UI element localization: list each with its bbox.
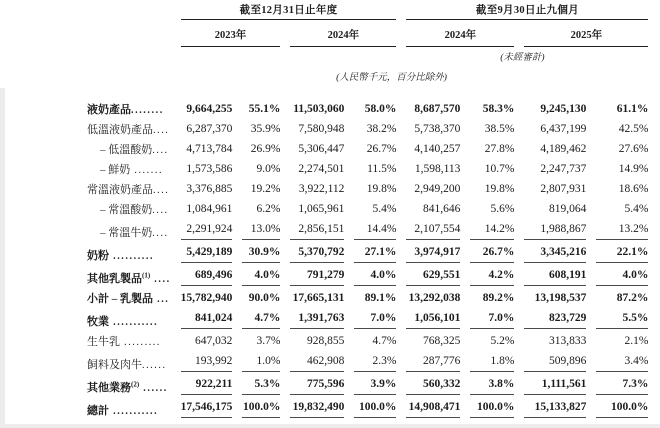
row-label-text: – 常溫酸奶 (100, 204, 153, 216)
row-label-text: 總計 (87, 405, 109, 417)
percent-cell: 14.2% (460, 217, 514, 240)
row-label-text: 常溫液奶產品 (87, 184, 153, 196)
dot-leader: .... (152, 228, 169, 239)
year-header-row (87, 20, 648, 47)
amount-cell: 608,191 (514, 263, 586, 286)
percent-cell: 4.7% (372, 335, 397, 347)
percent-cell: 5.6% (490, 203, 515, 215)
percent-cell: 14.9% (618, 163, 649, 175)
amount-cell: 2,107,554 (396, 217, 460, 240)
percent-cell: 4.2% (460, 263, 514, 286)
table-row (87, 117, 648, 137)
row-label-text: 低溫液奶產品 (87, 124, 153, 136)
amount-cell: 629,551 (396, 263, 460, 286)
amount-cell: 9,664,255 (186, 103, 233, 115)
percent-cell: 3.4% (586, 349, 648, 372)
screen-left-edge-artifact (0, 88, 5, 428)
dot-leader: .... (150, 274, 171, 285)
table-row (87, 240, 648, 263)
row-label (87, 97, 171, 117)
percent-cell: 3.9% (344, 372, 396, 395)
amount-cell: 7,580,948 (298, 123, 345, 135)
period-group-row (87, 2, 648, 20)
units-note: (人民幣千元，百分比除外) (336, 73, 447, 83)
dot-leader: .... (153, 125, 170, 136)
amount-cell: 928,855 (307, 335, 345, 347)
amount-cell: 4,189,462 (540, 143, 587, 155)
amount-cell: 1,084,961 (186, 203, 233, 215)
percent-cell: 4.0% (232, 263, 280, 286)
footnote-marker: (1) (142, 271, 151, 280)
percent-cell: 4.7% (232, 306, 280, 329)
unaudited-note: (未經審計) (500, 52, 545, 63)
percent-cell: 26.7% (366, 143, 397, 155)
row-label (87, 286, 171, 306)
dot-leader: ........ (131, 105, 164, 116)
percent-cell: 26.9% (250, 143, 281, 155)
amount-cell: 4,140,257 (414, 143, 461, 155)
percent-cell: 26.7% (460, 240, 514, 263)
row-label (87, 117, 171, 137)
percent-cell: 18.6% (618, 183, 649, 195)
screen-bottom-edge-artifact (0, 424, 660, 428)
year-cell-2023 (171, 20, 281, 47)
dot-leader: ........... (109, 317, 159, 328)
percent-cell: 61.1% (616, 103, 649, 115)
amount-cell: 13,292,038 (408, 292, 461, 304)
table-row (87, 197, 648, 217)
period-group-label-fy: 截至12月31日止年度 (181, 2, 397, 20)
percent-cell: 9.0% (256, 163, 281, 175)
percent-cell: 58.0% (364, 103, 397, 115)
amount-cell: 11,503,060 (293, 103, 345, 115)
amount-cell: 819,064 (549, 203, 587, 215)
row-label-text: 液奶產品 (87, 104, 131, 116)
amount-cell: 3,376,885 (186, 183, 233, 195)
percent-cell: 7.3% (586, 372, 648, 395)
period-group-label-9m: 截至9月30日止九個月 (406, 2, 648, 20)
amount-cell: 1,111,561 (514, 372, 586, 395)
year-cell-2024fy (280, 20, 396, 47)
year-cell-2025-9m (514, 20, 648, 47)
table-row (87, 286, 648, 306)
row-label-text: 其他乳製品 (87, 273, 142, 285)
amount-cell: 8,687,570 (414, 103, 461, 115)
period-group-cell-9m (396, 2, 648, 20)
percent-cell: 11.5% (367, 163, 397, 175)
amount-cell: 1,573,586 (186, 163, 233, 175)
percent-cell: 42.5% (618, 123, 649, 135)
row-label-text: 其他業務 (87, 382, 131, 394)
row-label (87, 137, 171, 157)
amount-cell: 768,325 (423, 335, 461, 347)
amount-cell: 14,908,471 (396, 395, 460, 418)
amount-cell: 509,896 (514, 349, 586, 372)
table-row (87, 306, 648, 329)
spacer-cell (87, 64, 171, 88)
spacer-cell (87, 47, 396, 64)
percent-cell: 38.2% (366, 123, 397, 135)
dot-leader: .......... (109, 251, 155, 262)
table-row (87, 137, 648, 157)
percent-cell: 35.9% (250, 123, 281, 135)
amount-cell: 2,247,737 (540, 163, 587, 175)
percent-cell: 3.7% (256, 335, 281, 347)
percent-cell: 3.8% (460, 372, 514, 395)
percent-cell: 30.9% (232, 240, 280, 263)
amount-cell: 1,988,867 (514, 217, 586, 240)
percent-cell: 1.8% (460, 349, 514, 372)
percent-cell: 10.7% (484, 163, 515, 175)
amount-cell: 2,291,924 (171, 217, 233, 240)
percent-cell: 87.2% (616, 292, 649, 304)
percent-cell: 19.2% (250, 183, 281, 195)
table-row (87, 97, 648, 117)
row-label (87, 263, 171, 286)
row-label (87, 177, 171, 197)
dot-leader: ...... (139, 383, 168, 394)
row-label-text: 牧業 (87, 316, 109, 328)
percent-cell: 1.0% (232, 349, 280, 372)
dot-leader: .... (152, 205, 169, 216)
amount-cell: 1,056,101 (396, 306, 460, 329)
row-label (87, 372, 171, 395)
amount-cell: 922,211 (171, 372, 233, 395)
amount-cell: 13,198,537 (534, 292, 587, 304)
table-row (87, 177, 648, 197)
percent-cell: 89.2% (482, 292, 515, 304)
table-row (87, 395, 648, 418)
amount-cell: 5,429,189 (171, 240, 233, 263)
percent-cell: 14.4% (344, 217, 396, 240)
amount-cell: 841,646 (423, 203, 461, 215)
amount-cell: 287,776 (396, 349, 460, 372)
percent-cell: 27.1% (344, 240, 396, 263)
row-label (87, 217, 171, 240)
dot-leader: ...... (142, 360, 167, 371)
amount-cell: 9,245,130 (540, 103, 587, 115)
row-label (87, 329, 171, 349)
percent-cell: 7.0% (460, 306, 514, 329)
table-row (87, 157, 648, 177)
amount-cell: 3,345,216 (514, 240, 586, 263)
amount-cell: 4,713,784 (186, 143, 233, 155)
amount-cell: 15,782,940 (180, 292, 233, 304)
dot-leader: .... (153, 185, 170, 196)
percent-cell: 22.1% (586, 240, 648, 263)
year-cell-2024-9m (396, 20, 514, 47)
percent-cell: 100.0% (586, 395, 648, 418)
dot-leader: ....... (130, 165, 164, 176)
percent-cell: 100.0% (232, 395, 280, 418)
percent-cell: 5.2% (490, 335, 515, 347)
percent-cell: 55.1% (248, 103, 281, 115)
amount-cell: 1,065,961 (298, 203, 345, 215)
table-row (87, 329, 648, 349)
amount-cell: 313,833 (549, 335, 587, 347)
percent-cell: 38.5% (484, 123, 515, 135)
year-label-2024fy: 2024年 (290, 27, 396, 47)
table-row (87, 217, 648, 240)
amount-cell: 2,807,931 (540, 183, 587, 195)
row-label-text: 奶粉 (87, 250, 109, 262)
amount-cell: 3,974,917 (396, 240, 460, 263)
amount-cell: 19,832,490 (280, 395, 344, 418)
percent-cell: 5.4% (372, 203, 397, 215)
row-label (87, 306, 171, 329)
row-label (87, 197, 171, 217)
units-note-row (87, 64, 648, 88)
row-label-text: – 鮮奶 (100, 164, 131, 176)
amount-cell: 15,133,827 (514, 395, 586, 418)
dot-leader: ........... (109, 406, 159, 417)
percent-cell: 6.2% (256, 203, 281, 215)
row-label-text: 小計 – 乳製品 (87, 293, 153, 305)
dot-leader: ......... (120, 337, 161, 348)
percent-cell: 2.1% (624, 335, 649, 347)
percent-cell: 100.0% (344, 395, 396, 418)
percent-cell: 4.0% (586, 263, 648, 286)
row-label (87, 240, 171, 263)
row-label (87, 157, 171, 177)
year-label-2024-9m: 2024年 (406, 27, 514, 47)
percent-cell: 7.0% (344, 306, 396, 329)
spacer-cell (87, 2, 171, 20)
amount-cell: 560,332 (396, 372, 460, 395)
year-label-2025-9m: 2025年 (524, 27, 648, 47)
amount-cell: 2,274,501 (298, 163, 345, 175)
amount-cell: 17,665,131 (292, 292, 345, 304)
percent-cell: 27.8% (484, 143, 515, 155)
revenue-breakdown-table (87, 2, 648, 418)
amount-cell: 647,032 (195, 335, 233, 347)
dot-leader: ... (153, 294, 170, 305)
amount-cell: 1,391,763 (280, 306, 344, 329)
percent-cell: 19.8% (484, 183, 515, 195)
percent-cell: 2.3% (344, 349, 396, 372)
percent-cell: 90.0% (248, 292, 281, 304)
table-row (87, 372, 648, 395)
row-label-text: 飼料及肉牛 (87, 359, 142, 371)
spacer-cell (87, 88, 648, 97)
amount-cell: 5,370,792 (280, 240, 344, 263)
percent-cell: 27.6% (618, 143, 649, 155)
spacer-row (87, 88, 648, 97)
row-label-text: – 常溫牛奶 (100, 227, 153, 239)
amount-cell: 2,949,200 (414, 183, 461, 195)
amount-cell: 791,279 (280, 263, 344, 286)
period-group-cell-fy (171, 2, 397, 20)
amount-cell: 1,598,113 (414, 163, 461, 175)
amount-cell: 2,856,151 (280, 217, 344, 240)
dot-leader: .... (152, 145, 169, 156)
percent-cell: 19.8% (366, 183, 397, 195)
amount-cell: 775,596 (280, 372, 344, 395)
row-label-text: 生牛乳 (87, 336, 120, 348)
table-row (87, 263, 648, 286)
percent-cell: 13.0% (232, 217, 280, 240)
amount-cell: 462,908 (280, 349, 344, 372)
amount-cell: 193,992 (171, 349, 233, 372)
row-label-text: – 低溫酸奶 (100, 144, 153, 156)
amount-cell: 3,922,112 (298, 183, 345, 195)
amount-cell: 841,024 (171, 306, 233, 329)
percent-cell: 58.3% (482, 103, 515, 115)
amount-cell: 5,306,447 (298, 143, 345, 155)
percent-cell: 5.3% (232, 372, 280, 395)
percent-cell: 13.2% (586, 217, 648, 240)
percent-cell: 89.1% (364, 292, 397, 304)
amount-cell: 6,287,370 (186, 123, 233, 135)
amount-cell: 5,738,370 (414, 123, 461, 135)
percent-cell: 5.4% (624, 203, 649, 215)
row-label (87, 349, 171, 372)
amount-cell: 823,729 (514, 306, 586, 329)
unaudited-note-row (87, 47, 648, 64)
spacer-cell (87, 20, 171, 47)
percent-cell: 4.0% (344, 263, 396, 286)
amount-cell: 689,496 (171, 263, 233, 286)
percent-cell: 5.5% (586, 306, 648, 329)
percent-cell: 100.0% (460, 395, 514, 418)
amount-cell: 17,546,175 (171, 395, 233, 418)
row-label (87, 395, 171, 418)
year-label-2023: 2023年 (181, 27, 281, 47)
amount-cell: 6,437,199 (540, 123, 587, 135)
footnote-marker: (2) (131, 380, 140, 389)
table-row (87, 349, 648, 372)
